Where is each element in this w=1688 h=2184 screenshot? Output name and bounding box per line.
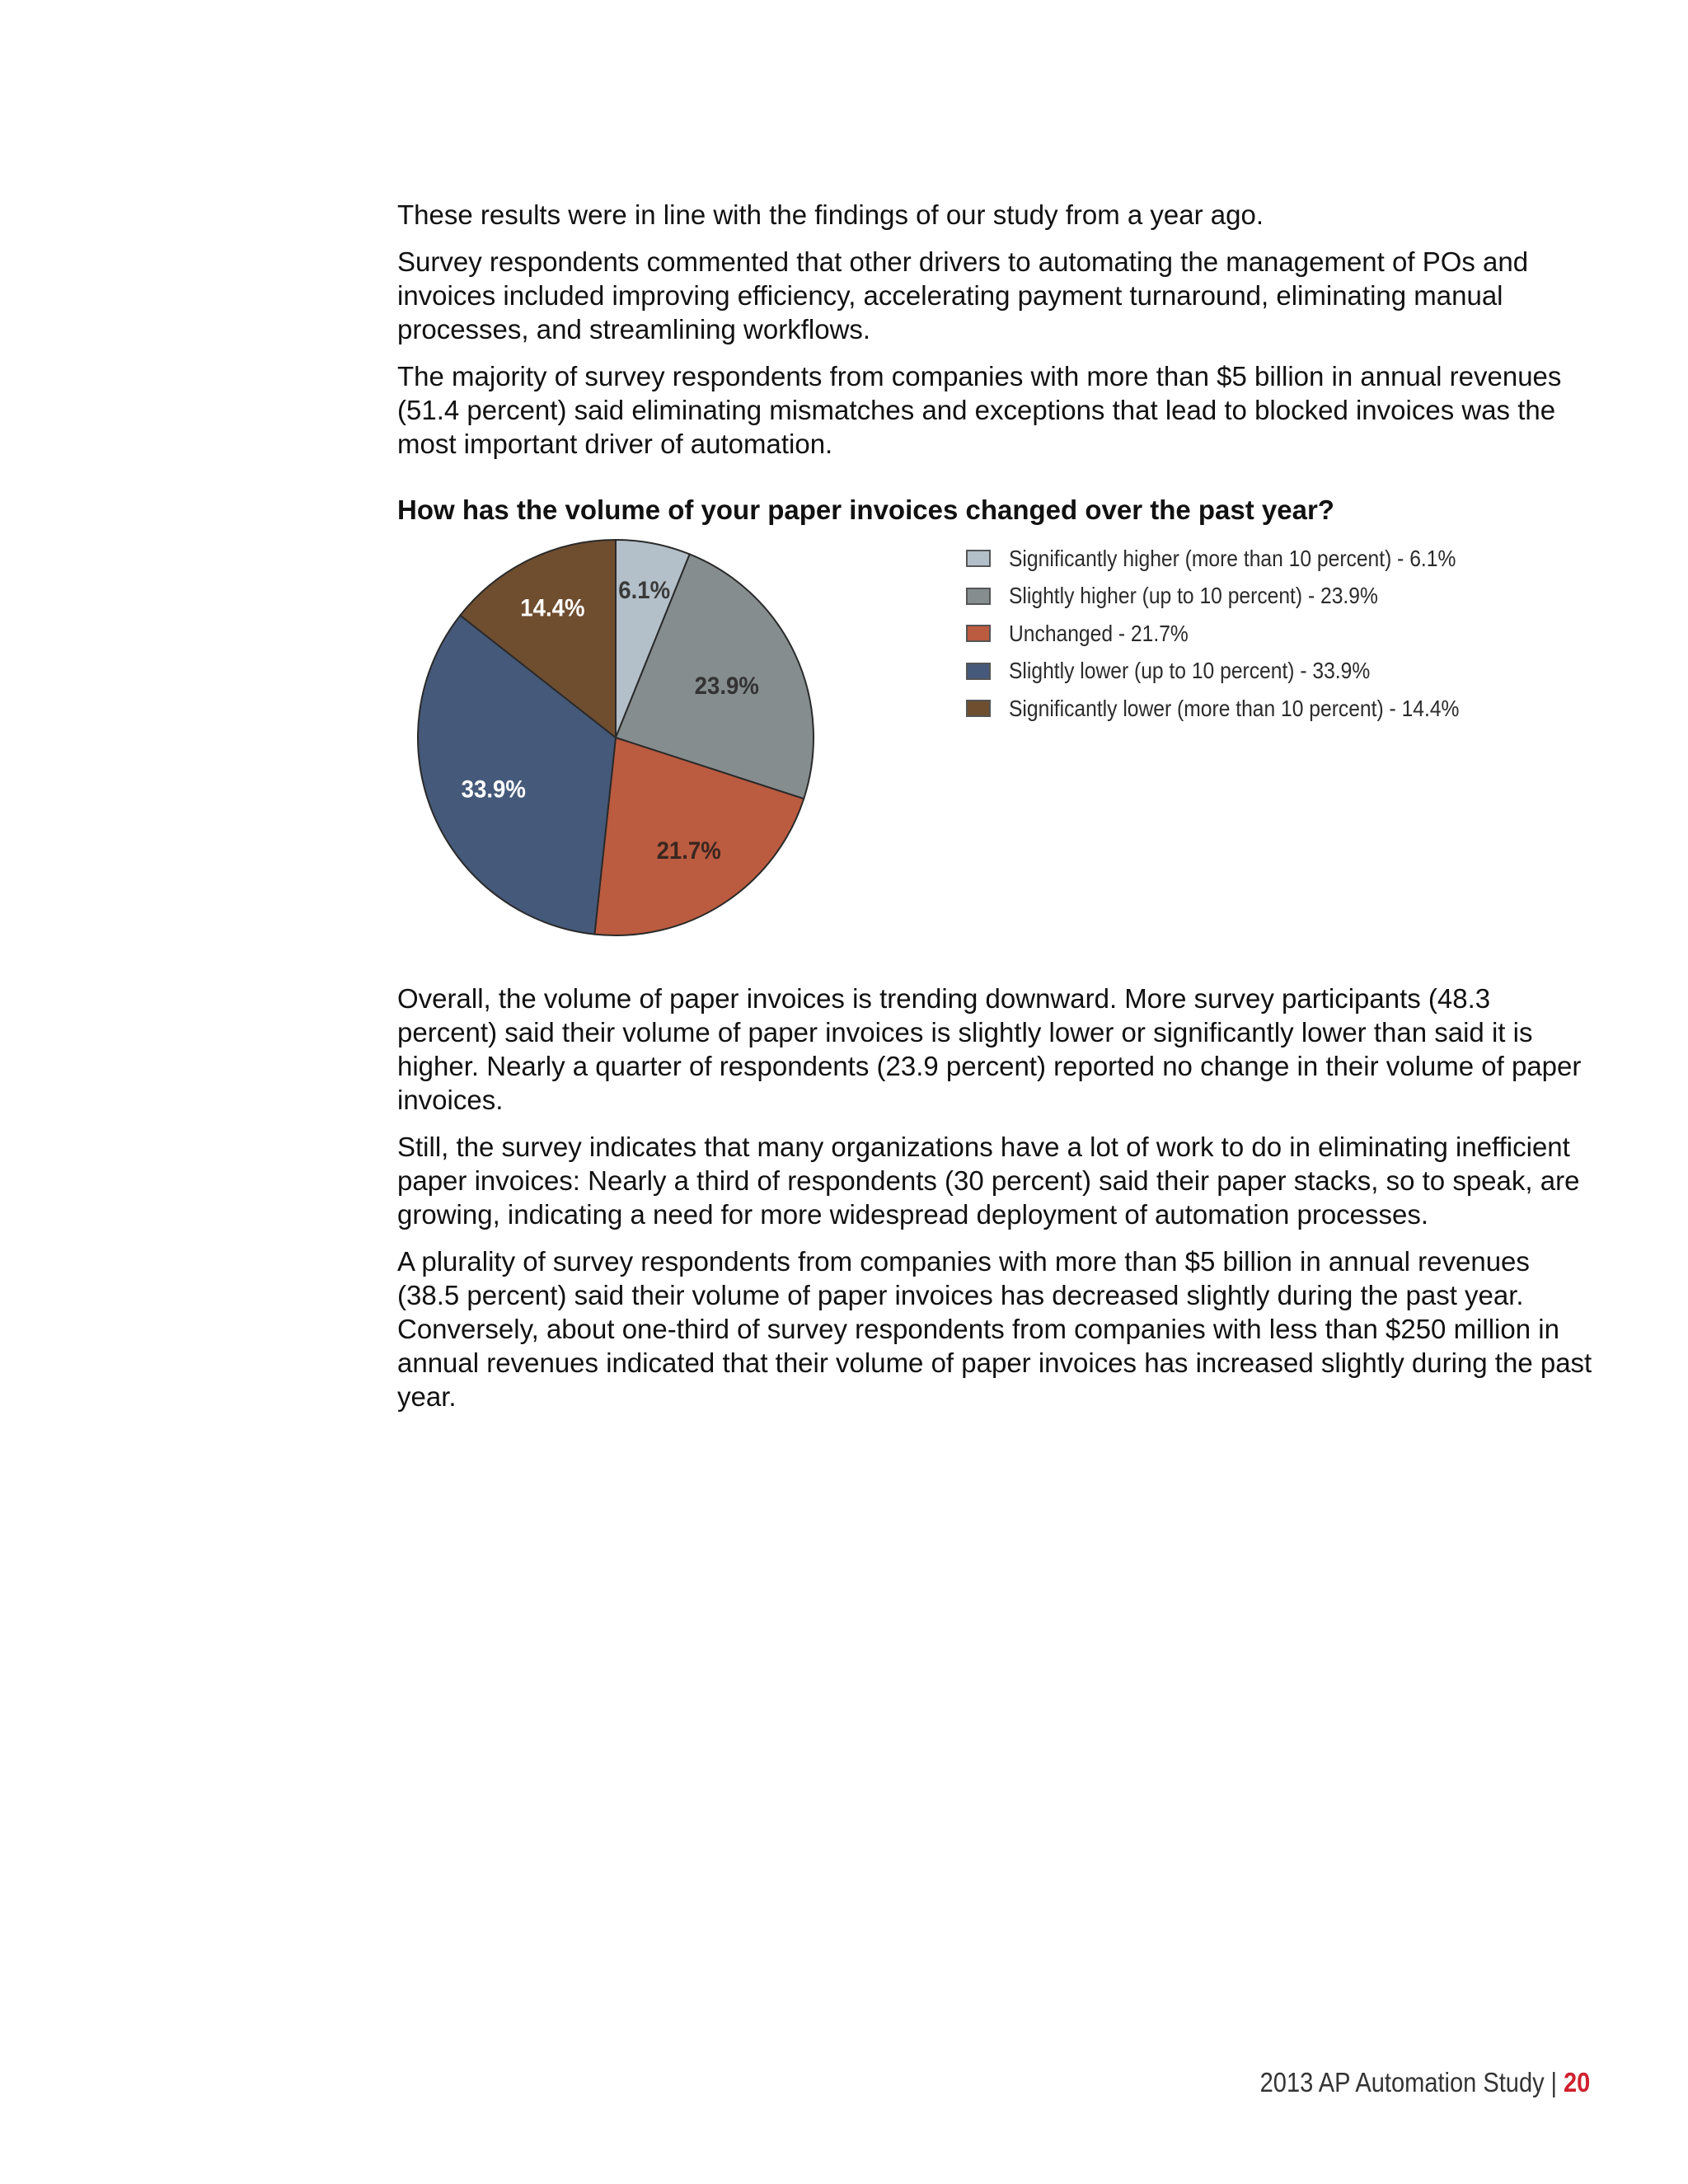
- page-number: 20: [1563, 2067, 1590, 2097]
- legend-label: Significantly lower (more than 10 percent) - 14.4%: [1009, 695, 1460, 721]
- chart-legend: [966, 540, 1521, 728]
- legend-swatch: [966, 700, 991, 717]
- page-content: [397, 198, 1592, 1427]
- pie-chart: [397, 533, 1592, 972]
- legend-swatch: [966, 588, 991, 605]
- pie-slice-label: 23.9%: [694, 673, 759, 701]
- legend-label: Unchanged - 21.7%: [1009, 620, 1189, 646]
- footer-title: 2013 AP Automation Study: [1259, 2067, 1545, 2097]
- legend-label: Slightly higher (up to 10 percent) - 23.9%: [1009, 583, 1378, 609]
- legend-label: Significantly higher (more than 10 percent) - 6.1%: [1009, 545, 1456, 571]
- legend-item: [966, 690, 1521, 728]
- page-footer: [1259, 2067, 1590, 2098]
- pie-slice-label: 6.1%: [618, 576, 671, 605]
- paragraph: The majority of survey respondents from companies with more than $5 billion in annual revenues (51.4 percent) said eliminating mismatches and exceptions that lead to blocked invoices was the most important driver of automation.: [397, 361, 1562, 459]
- paragraph: Overall, the volume of paper invoices is trending downward. More survey participants (48.3 percent) said their volume of paper invoices is slightly lower or significantly lower than said it is higher. Nearly a quarter of respondents (23.9 percent) reported no change in their volume of paper invoices.: [397, 983, 1582, 1115]
- legend-item: [966, 615, 1521, 653]
- legend-item: [966, 653, 1521, 691]
- pie-slice-label: 33.9%: [461, 776, 526, 804]
- pie-slice-label: 21.7%: [656, 837, 721, 865]
- legend-item: [966, 578, 1521, 616]
- chart-title: How has the volume of your paper invoices changed over the past year?: [397, 494, 1334, 525]
- legend-label: Slightly lower (up to 10 percent) - 33.9%: [1009, 658, 1371, 684]
- legend-item: [966, 540, 1521, 578]
- paragraph: Survey respondents commented that other drivers to automating the management of POs and invoices included improving efficiency, accelerating payment turnaround, eliminating manual processes, and streamlining workflows.: [397, 246, 1529, 344]
- legend-swatch: [966, 663, 991, 680]
- paragraph: These results were in line with the findings of our study from a year ago.: [397, 199, 1264, 230]
- legend-swatch: [966, 625, 991, 642]
- pie-slice-label: 14.4%: [520, 594, 585, 622]
- paragraph: Still, the survey indicates that many organizations have a lot of work to do in eliminating inefficient paper invoices: Nearly a third of respondents (30 percent) said their paper stacks, so to speak, are growing, indicating a need for more widespread deployment of automation processes.: [397, 1132, 1580, 1230]
- paragraph: A plurality of survey respondents from companies with more than $5 billion in annual revenues (38.5 percent) said their volume of paper invoices has decreased slightly during the past year. Conversely, about one-third of survey respondents from companies with less than $250 million in annual revenues indicated that their volume of paper invoices has increased slightly during the past year.: [397, 1246, 1592, 1412]
- pie-chart-svg: [397, 533, 842, 972]
- footer-separator: |: [1550, 2067, 1557, 2097]
- legend-swatch: [966, 550, 991, 567]
